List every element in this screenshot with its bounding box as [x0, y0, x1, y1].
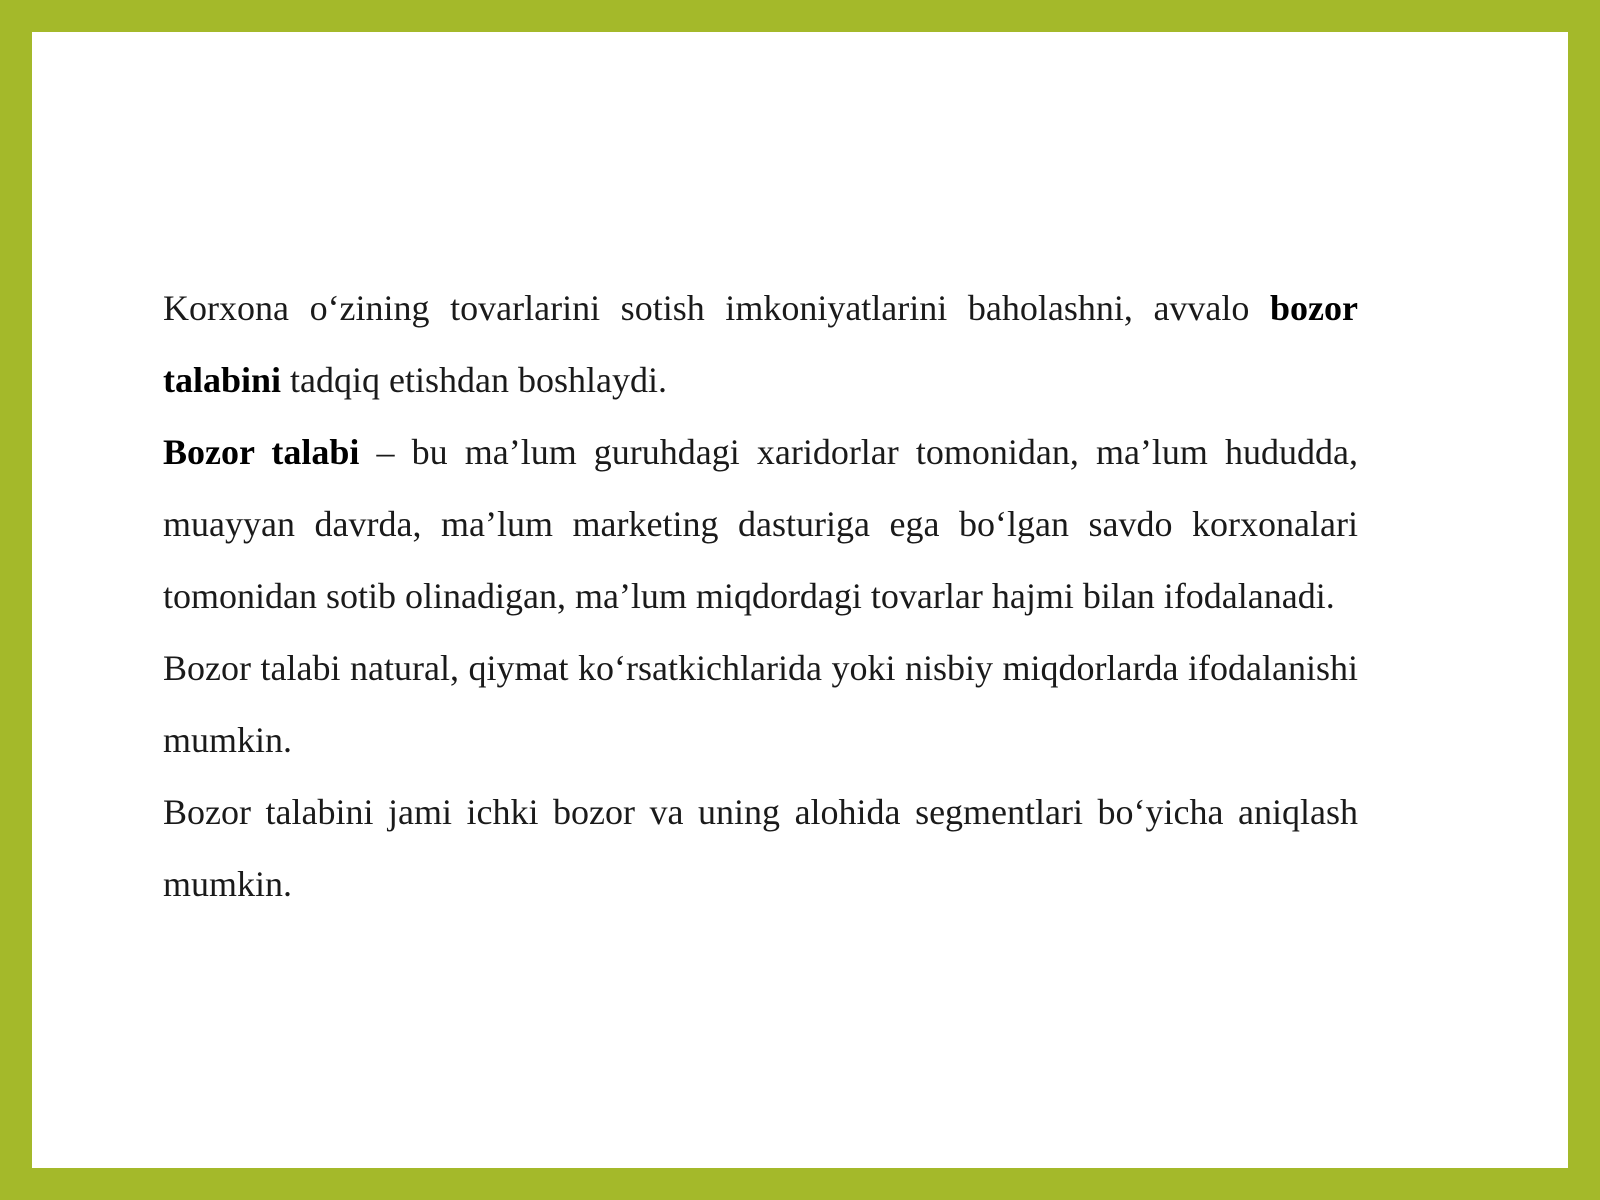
paragraph-4: Bozor talabini jami ichki bozor va uning alohida segmentlari bo‘yicha aniqlash mumkin.: [163, 792, 1358, 904]
paragraph-2-bold-term: Bozor talabi: [163, 432, 360, 472]
paragraph-2: [163, 416, 1358, 632]
paragraph-2-definition: – bu ma’lum guruhdagi xaridorlar tomonidan, ma’lum hududda, muayyan davrda, ma’lum marketing dasturiga ega bo‘lgan savdo korxonalari tomonidan sotib olinadigan, ma’lum miqdordagi tovarlar hajmi bilan ifodalanadi.: [163, 432, 1358, 616]
paragraph-1-text-before: Korxona o‘zining tovarlarini sotish imkoniyatlarini baholashni, avvalo: [163, 288, 1271, 328]
slide: [32, 32, 1568, 1168]
paragraph-1-bold-term: bozor talabini: [163, 288, 1358, 400]
paragraph-3: Bozor talabi natural, qiymat ko‘rsatkichlarida yoki nisbiy miqdorlarda ifodalanishi mumkin.: [163, 648, 1358, 760]
paragraph-1-text-after: tadqiq etishdan boshlaydi.: [281, 360, 667, 400]
slide-body-text: [163, 272, 1358, 920]
paragraph-1: [163, 272, 1358, 416]
